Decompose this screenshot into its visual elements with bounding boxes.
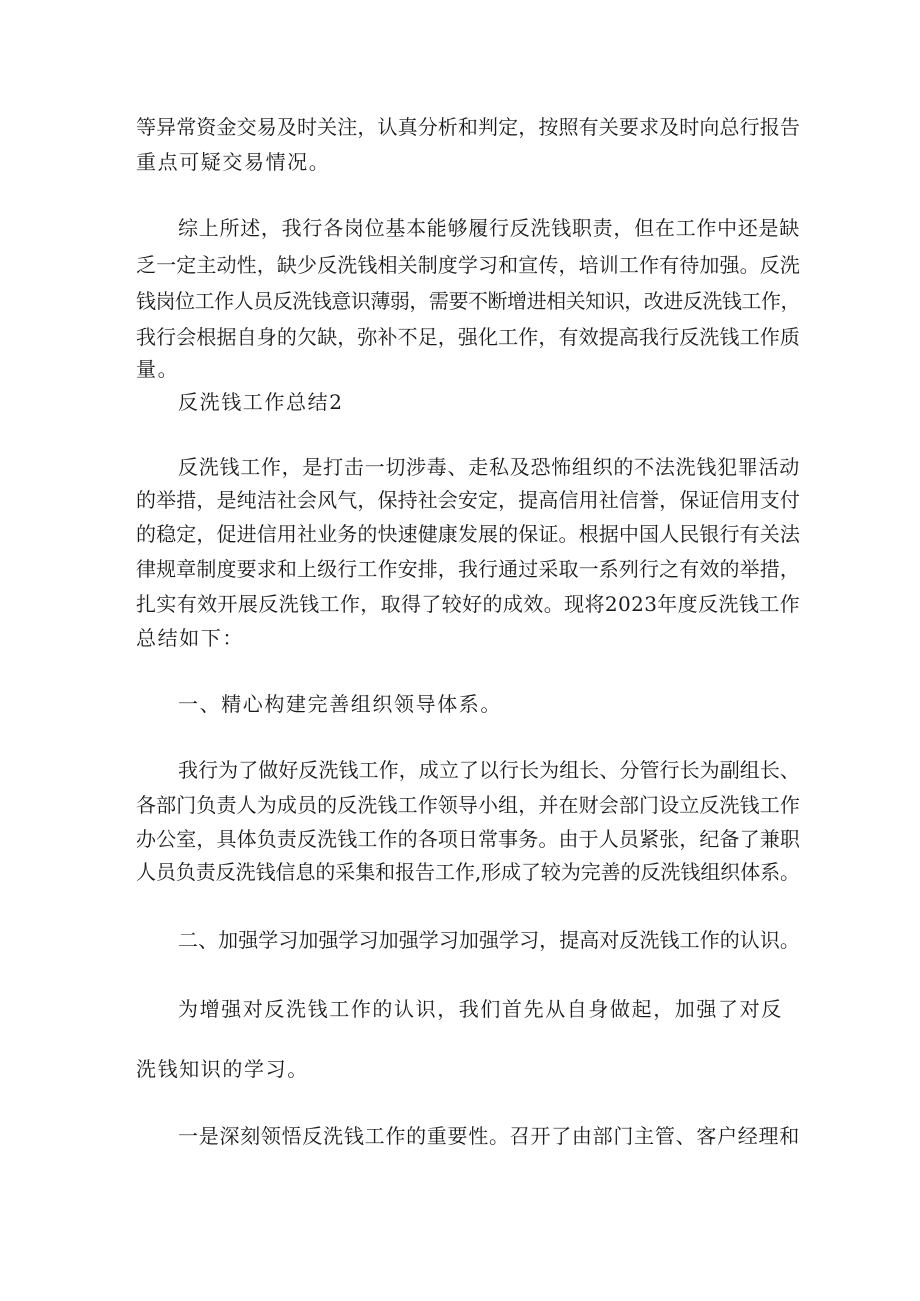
- text-line: 钱岗位工作人员反洗钱意识薄弱，需要不断增进相关知识，改进反洗钱工作，: [136, 289, 800, 313]
- text-line: 的稳定，促进信用社业务的快速健康发展的保证。根据中国人民银行有关法: [136, 522, 800, 546]
- text-line: 的举措，是纯洁社会风气，保持社会安定，提高信用社信誉，保证信用支付: [136, 488, 800, 512]
- text-line: 各部门负责人为成员的反洗钱工作领导小组，并在财会部门设立反洗钱工作: [136, 793, 800, 817]
- section-heading: 一、精心构建完善组织领导体系。: [178, 692, 502, 716]
- section-heading: 二、加强学习加强学习加强学习加强学习，提高对反洗钱工作的认识。: [178, 928, 800, 952]
- section-heading: 反洗钱工作总结2: [178, 390, 344, 414]
- text-line: 量。: [136, 357, 180, 381]
- text-line: 人员负责反洗钱信息的采集和报告工作,形成了较为完善的反洗钱组织体系。: [136, 860, 800, 884]
- text-line: 一是深刻领悟反洗钱工作的重要性。召开了由部门主管、客户经理和: [178, 1124, 800, 1148]
- text-line: 综上所述，我行各岗位基本能够履行反洗钱职责，但在工作中还是缺: [178, 216, 800, 240]
- text-line: 我行为了做好反洗钱工作，成立了以行长为组长、分管行长为副组长、: [178, 758, 800, 782]
- text-line: 乏一定主动性，缺少反洗钱相关制度学习和宣传，培训工作有待加强。反洗: [136, 253, 800, 277]
- text-line: 扎实有效开展反洗钱工作，取得了较好的成效。现将2023年度反洗钱工作: [136, 592, 800, 616]
- text-line: 等异常资金交易及时关注，认真分析和判定，按照有关要求及时向总行报告: [136, 115, 800, 139]
- text-line: 为增强对反洗钱工作的认识，我们首先从自身做起，加强了对反: [178, 997, 783, 1021]
- text-line: 重点可疑交易情况。: [136, 150, 331, 174]
- text-line: 洗钱知识的学习。: [136, 1057, 309, 1081]
- text-line: 反洗钱工作，是打击一切涉毒、走私及恐怖组织的不法洗钱犯罪活动: [178, 455, 800, 479]
- text-line: 总结如下：: [136, 626, 244, 650]
- text-line: 我行会根据自身的欠缺，弥补不足，强化工作，有效提高我行反洗钱工作质: [136, 325, 800, 349]
- text-line: 律规章制度要求和上级行工作安排，我行通过采取一系列行之有效的举措，: [136, 557, 800, 581]
- text-line: 办公室，具体负责反洗钱工作的各项日常事务。由于人员紧张，纪备了兼职: [136, 827, 800, 851]
